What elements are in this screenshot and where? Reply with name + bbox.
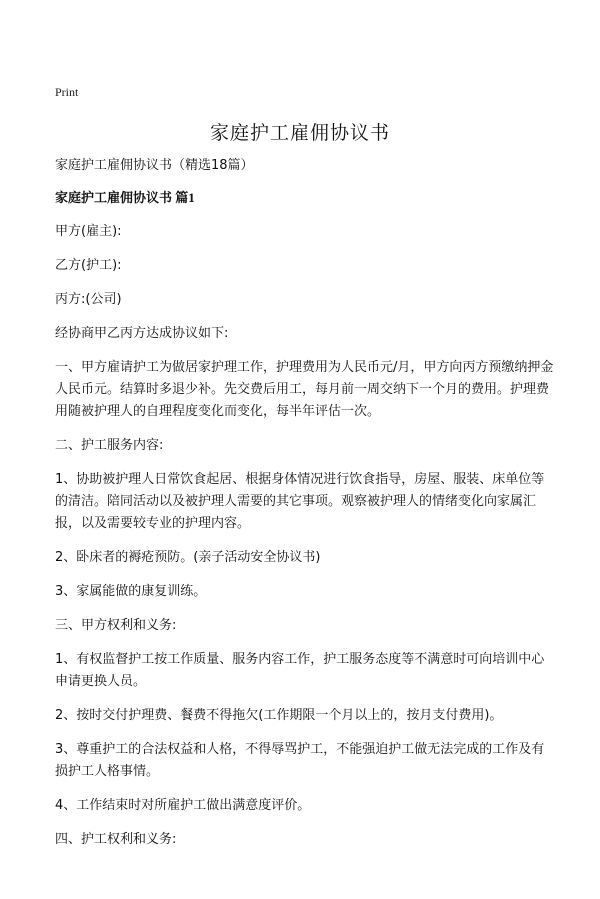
paragraph-employer-1: 1、有权监督护工按工作质量、服务内容工作，护工服务态度等不满意时可向培训中心申请更换人员。 — [55, 652, 545, 689]
paragraph-agreement: 经协商甲乙丙方达成协议如下: — [55, 326, 229, 341]
paragraph-service-heading: 二、护工服务内容: — [55, 438, 164, 453]
party-employer: 甲方(雇主): — [55, 224, 122, 239]
paragraph-clause-1: 一、甲方雇请护工为做居家护理工作，护理费用为人民币元/月，甲方向丙方预缴纳押金人民币元。结算时多退少补。先交费后用工，每月前一周交纳下一个月的费用。护理费用随被护理人的自理程度变化而变化，每半年评估一次。 — [55, 360, 554, 419]
document-body — [55, 155, 555, 863]
party-caregiver: 乙方(护工): — [55, 258, 122, 273]
document-title: 家庭护工雇佣协议书 — [209, 122, 390, 144]
paragraph-employer-2: 2、按时交付护理费、餐费不得拖欠(工作期限一个月以上的，按月支付费用)。 — [55, 708, 503, 723]
paragraph-service-1: 1、协助被护理人日常饮食起居、根据身体情况进行饮食指导，房屋、服装、床单位等的清洁。陪同活动以及被护理人需要的其它事项。观察被护理人的情绪变化向家属汇报，以及需要较专业的护理内容。 — [55, 472, 545, 531]
paragraph-service-2: 2、卧床者的褥疮预防。(亲子活动安全协议书) — [55, 550, 321, 565]
paragraph-employer-3: 3、尊重护工的合法权益和人格，不得辱骂护工，不能强迫护工做无法完成的工作及有损护工人格事情。 — [55, 742, 545, 779]
document-subtitle: 家庭护工雇佣协议书（精选18篇） — [55, 158, 254, 173]
paragraph-employer-4: 4、工作结束时对所雇护工做出满意度评价。 — [55, 798, 311, 813]
paragraph-caregiver-heading: 四、护工权利和义务: — [55, 832, 177, 847]
section-heading: 家庭护工雇佣协议书 篇1 — [55, 190, 195, 205]
paragraph-service-3: 3、家属能做的康复训练。 — [55, 584, 207, 599]
paragraph-employer-heading: 三、甲方权利和义务: — [55, 618, 177, 633]
print-link[interactable]: Print — [55, 85, 79, 99]
party-company: 丙方:(公司) — [55, 292, 122, 307]
